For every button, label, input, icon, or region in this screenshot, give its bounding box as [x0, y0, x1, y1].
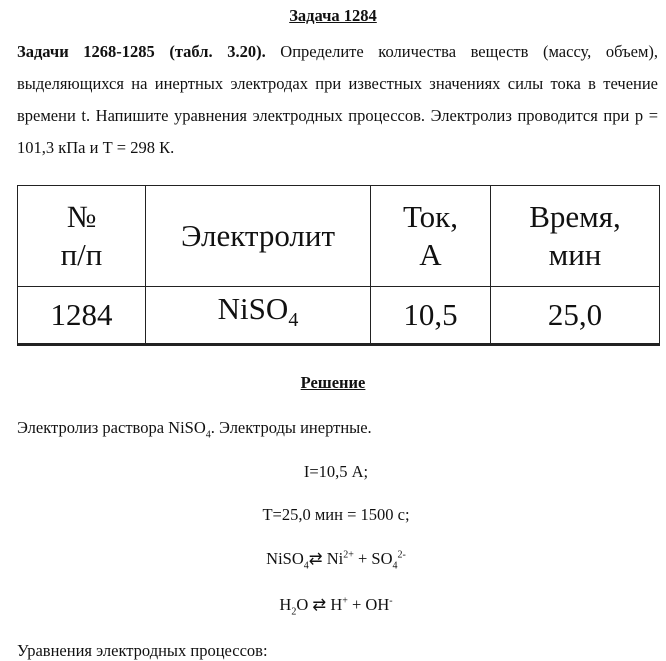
cell-number: 1284 [18, 287, 146, 345]
header-electrolyte: Электролит [146, 186, 371, 287]
electrode-processes-heading: Уравнения электродных процессов: [17, 641, 268, 660]
time-value: T=25,0 мин = 1500 с; [262, 505, 410, 524]
dissociation-nickel-sulfate: NiSO$_4$⇄ $Ni^{2+} + SO_4^{2-}$ [266, 549, 406, 572]
problem-lead: Задачи 1268-1285 (табл. 3.20). [17, 42, 266, 61]
table-row [18, 287, 660, 345]
header-current: Ток, А [371, 186, 491, 287]
data-table [17, 185, 660, 346]
header-time: Время, мин [491, 186, 660, 287]
cell-electrolyte: NiSO$_4$ [146, 287, 371, 345]
problem-title: Задача 1284 [289, 6, 377, 25]
cell-time: 25,0 [491, 287, 660, 345]
cell-current: 10,5 [371, 287, 491, 345]
current-value: I=10,5 А; [303, 462, 369, 481]
header-number: № п/п [18, 186, 146, 287]
equilibrium-arrow-icon: ⇄ [312, 595, 327, 614]
problem-statement [17, 36, 658, 164]
problem-text: Определите количества веществ (массу, объем), выделяющихся на инертных электродах при известных значениях силы тока в течение времени t. Напишите уравнения электродных процессов. Электролиз проводится при р = 101,3 кПа и Т = 298 К. [17, 42, 658, 157]
solution-heading: Решение [300, 373, 366, 392]
equilibrium-arrow-icon: ⇄ [308, 549, 323, 568]
table-header-row [18, 186, 660, 287]
dissociation-water: $H_2O$ ⇄ H+ + OH- [279, 595, 393, 618]
solution-intro: Электролиз раствора NiSO$_4$. Электроды инертные. [17, 418, 372, 441]
